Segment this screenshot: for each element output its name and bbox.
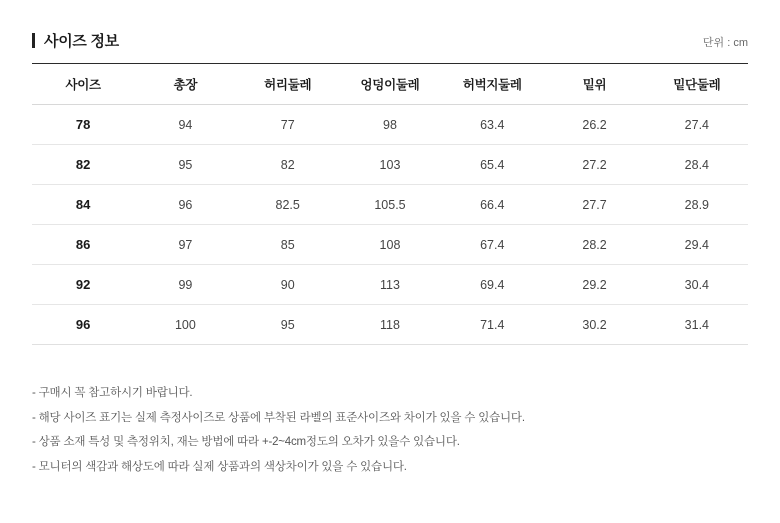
size-table <box>32 63 748 345</box>
column-header-total-length: 총장 <box>134 64 236 105</box>
cell-waist: 85 <box>237 225 339 265</box>
cell-hip: 103 <box>339 145 441 185</box>
cell-waist: 82 <box>237 145 339 185</box>
page-header <box>32 0 748 63</box>
table-row <box>32 265 748 305</box>
cell-size: 78 <box>32 105 134 145</box>
cell-thigh: 66.4 <box>441 185 543 225</box>
cell-thigh: 65.4 <box>441 145 543 185</box>
cell-size: 82 <box>32 145 134 185</box>
notice-item: - 상품 소재 특성 및 측정위치, 재는 방법에 따라 +-2~4cm정도의 오차가 있을수 있습니다. <box>32 436 460 449</box>
column-header-waist: 허리둘레 <box>237 64 339 105</box>
cell-size: 96 <box>32 305 134 345</box>
cell-hip: 105.5 <box>339 185 441 225</box>
table-row <box>32 105 748 145</box>
cell-size: 84 <box>32 185 134 225</box>
cell-size: 86 <box>32 225 134 265</box>
cell-hem: 31.4 <box>646 305 748 345</box>
cell-thigh: 69.4 <box>441 265 543 305</box>
column-header-size: 사이즈 <box>32 64 134 105</box>
cell-waist: 77 <box>237 105 339 145</box>
cell-total-length: 96 <box>134 185 236 225</box>
column-header-hem: 밑단둘레 <box>646 64 748 105</box>
column-header-rise: 밑위 <box>543 64 645 105</box>
page-title-label: 사이즈 정보 <box>44 33 119 50</box>
cell-hip: 118 <box>339 305 441 345</box>
column-header-thigh: 허벅지둘레 <box>441 64 543 105</box>
cell-waist: 95 <box>237 305 339 345</box>
table-header <box>32 64 748 105</box>
table-row <box>32 145 748 185</box>
cell-rise: 26.2 <box>543 105 645 145</box>
cell-hip: 98 <box>339 105 441 145</box>
cell-size: 92 <box>32 265 134 305</box>
cell-total-length: 95 <box>134 145 236 185</box>
cell-hip: 108 <box>339 225 441 265</box>
table-row <box>32 225 748 265</box>
cell-rise: 27.2 <box>543 145 645 185</box>
unit-label: 단위 : cm <box>702 37 748 49</box>
cell-hip: 113 <box>339 265 441 305</box>
cell-total-length: 100 <box>134 305 236 345</box>
page-title <box>32 30 119 51</box>
cell-rise: 28.2 <box>543 225 645 265</box>
notice-item: - 구매시 꼭 참고하시기 바랍니다. <box>32 387 193 399</box>
cell-rise: 27.7 <box>543 185 645 225</box>
cell-rise: 30.2 <box>543 305 645 345</box>
table-body <box>32 105 748 345</box>
cell-waist: 82.5 <box>237 185 339 225</box>
cell-total-length: 99 <box>134 265 236 305</box>
cell-thigh: 71.4 <box>441 305 543 345</box>
notice-list <box>32 381 748 480</box>
table-row <box>32 185 748 225</box>
cell-total-length: 97 <box>134 225 236 265</box>
cell-hem: 29.4 <box>646 225 748 265</box>
cell-rise: 29.2 <box>543 265 645 305</box>
cell-hem: 28.9 <box>646 185 748 225</box>
cell-hem: 30.4 <box>646 265 748 305</box>
table-row <box>32 305 748 345</box>
cell-hem: 28.4 <box>646 145 748 185</box>
title-accent-bar <box>32 33 35 48</box>
cell-hem: 27.4 <box>646 105 748 145</box>
notice-item: - 해당 사이즈 표기는 실제 측정사이즈로 상품에 부착된 라벨의 표준사이즈와 차이가 있을 수 있습니다. <box>32 411 525 424</box>
cell-waist: 90 <box>237 265 339 305</box>
cell-total-length: 94 <box>134 105 236 145</box>
cell-thigh: 63.4 <box>441 105 543 145</box>
cell-thigh: 67.4 <box>441 225 543 265</box>
notice-item: - 모니터의 색감과 해상도에 따라 실제 상품과의 색상차이가 있을 수 있습니다. <box>32 461 407 474</box>
table-header-row <box>32 64 748 105</box>
column-header-hip: 엉덩이둘레 <box>339 64 441 105</box>
